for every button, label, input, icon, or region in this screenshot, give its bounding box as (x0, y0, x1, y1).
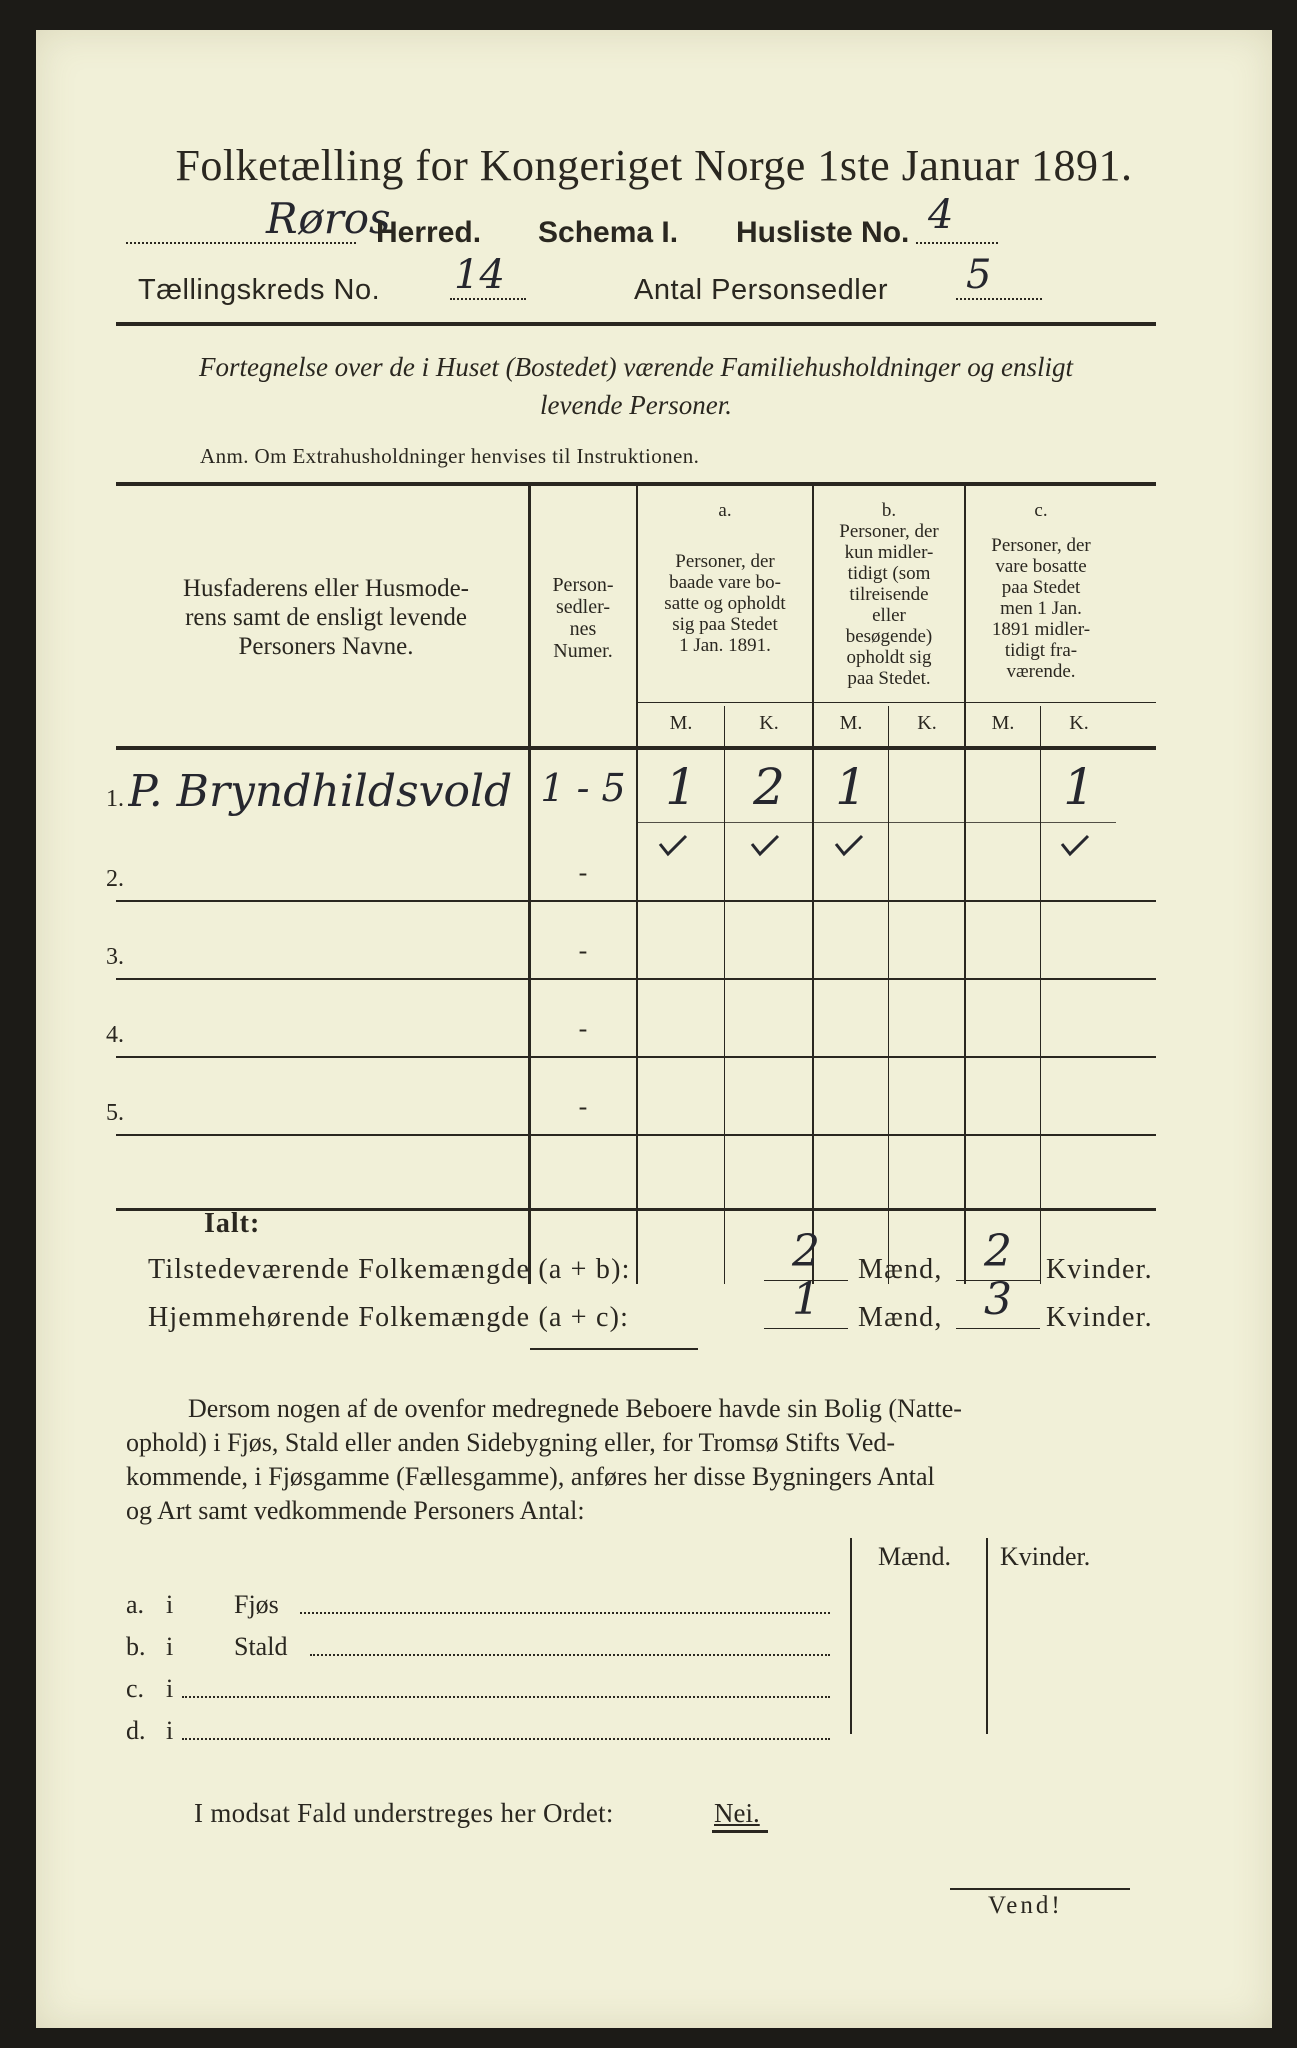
tilstede-kvinder: 2 (984, 1226, 1012, 1277)
hjemme-maend-field (764, 1274, 848, 1334)
col-header-number: Person- sedler- nes Numer. (552, 574, 614, 662)
census-form-sheet (36, 30, 1272, 2028)
check-icon (656, 830, 696, 860)
row-1-name: P. Bryndhildsvold (128, 766, 513, 817)
row-3-number: 3. (106, 944, 124, 970)
row-1-a-k: 2 (753, 758, 785, 816)
row-2-number: 2. (106, 866, 124, 892)
description-line-1: Fortegnelse over de i Huset (Bostedet) værende Familiehusholdninger og ensligt (198, 352, 1074, 382)
building-row-c: c. i (126, 1674, 836, 1708)
row-4-number: 4. (106, 1022, 124, 1048)
row-5-number: 5. (106, 1100, 124, 1126)
vend-label: Vend! (988, 1892, 1063, 1919)
personsedler-field (956, 252, 1046, 306)
row-5-pnum: - (578, 1092, 588, 1121)
building-row-a: a. i Fjøs (126, 1590, 836, 1624)
modsat-word: Nei. (714, 1798, 760, 1828)
header-divider (116, 322, 1156, 326)
building-row-b: b. i Stald (126, 1632, 836, 1666)
tilstede-maend: 2 (792, 1226, 820, 1277)
personsedler-label: Antal Personsedler (634, 274, 889, 306)
sub-b-m: M. (839, 712, 863, 734)
col-header-c: c. Personer, der vare bosatte paa Stedet men 1 Jan. 1891 midler- tidigt fra- værende. (991, 500, 1091, 682)
husliste-field (916, 192, 1016, 248)
hjemme-kvinder: 3 (984, 1274, 1012, 1325)
building-row-d: d. i (126, 1716, 836, 1750)
ialt-label: Ialt: (204, 1208, 261, 1239)
anm-note: Anm. Om Extrahusholdninger henvises til Instruktionen. (200, 444, 700, 468)
sub-c-m: M. (991, 712, 1015, 734)
short-divider (530, 1348, 698, 1350)
col-header-b: b. Personer, der kun midler- tidigt (som tilreisende eller besøgende) opholdt sig paa Stedet. (839, 500, 939, 689)
description-line-2: levende Personer. (540, 390, 732, 420)
hjemme-kvinder-field (956, 1274, 1040, 1334)
row-3-pnum: - (578, 936, 588, 965)
kreds-value: 14 (454, 252, 505, 298)
husliste-value: 4 (928, 192, 954, 238)
husliste-label: Husliste No. (736, 216, 910, 249)
herred-label: Herred. (376, 216, 482, 249)
sub-b-k: K. (917, 712, 937, 734)
sub-a-k: K. (759, 712, 779, 734)
row-1-number: 1. (106, 786, 124, 812)
hjemme-kvinder-label: Kvinder. (1046, 1302, 1153, 1333)
buildings-maend-header: Mænd. (878, 1542, 951, 1571)
row-1-a-m: 1 (665, 758, 697, 816)
sub-a-m: M. (669, 712, 693, 734)
dwelling-paragraph: Dersom nogen af de ovenfor medregnede Beboere havde sin Bolig (Natte- ophold) i Fjøs, Stald eller anden Sidebygning eller, for Tromsø Stifts Ved- kommende, i Fjøsgamme (Fællesgamme), anføres her disse Bygningers Antal og Art samt vedkommende Personers Antal: (126, 1394, 962, 1525)
tilstede-kvinder-label: Kvinder. (1046, 1254, 1153, 1285)
col-header-name: Husfaderens eller Husmode- rens samt de ensligt levende Personers Navne. (182, 575, 469, 660)
table-body-rule (116, 746, 1156, 750)
modsat-text: I modsat Fald understreges her Ordet: (194, 1798, 614, 1828)
check-icon (1058, 830, 1098, 860)
row-4-pnum: - (578, 1014, 588, 1043)
row-1-c-k: 1 (1063, 758, 1095, 816)
personsedler-value: 5 (966, 252, 992, 298)
tilstede-label: Tilstedeværende Folkemængde (a + b): (148, 1254, 631, 1285)
col-header-a: a. Personer, der baade vare bo- satte og opholdt sig paa Stedet 1 Jan. 1891. (664, 500, 786, 656)
sub-c-k: K. (1069, 712, 1089, 734)
hjemme-maend: 1 (792, 1274, 820, 1325)
row-1-b-m: 1 (835, 758, 867, 816)
hjemme-maend-label: Mænd, (858, 1302, 943, 1333)
form-title: Folketælling for Kongeriget Norge 1ste Januar 1891. (175, 141, 1133, 190)
row-2-pnum: - (578, 858, 588, 887)
schema-label: Schema I. (538, 216, 679, 249)
check-icon (748, 830, 788, 860)
row-1-pnum: 1 - 5 (540, 766, 626, 810)
kreds-field (450, 252, 530, 306)
herred-value: Røros (266, 194, 391, 243)
kreds-label: Tællingskreds No. (138, 274, 381, 306)
buildings-kvinder-header: Kvinder. (1000, 1542, 1091, 1571)
tilstede-maend-label: Mænd, (858, 1254, 943, 1285)
check-icon (832, 830, 872, 860)
table-bottom-rule (116, 1208, 1156, 1211)
herred-field (126, 194, 391, 248)
hjemme-label: Hjemmehørende Folkemængde (a + c): (148, 1302, 630, 1333)
